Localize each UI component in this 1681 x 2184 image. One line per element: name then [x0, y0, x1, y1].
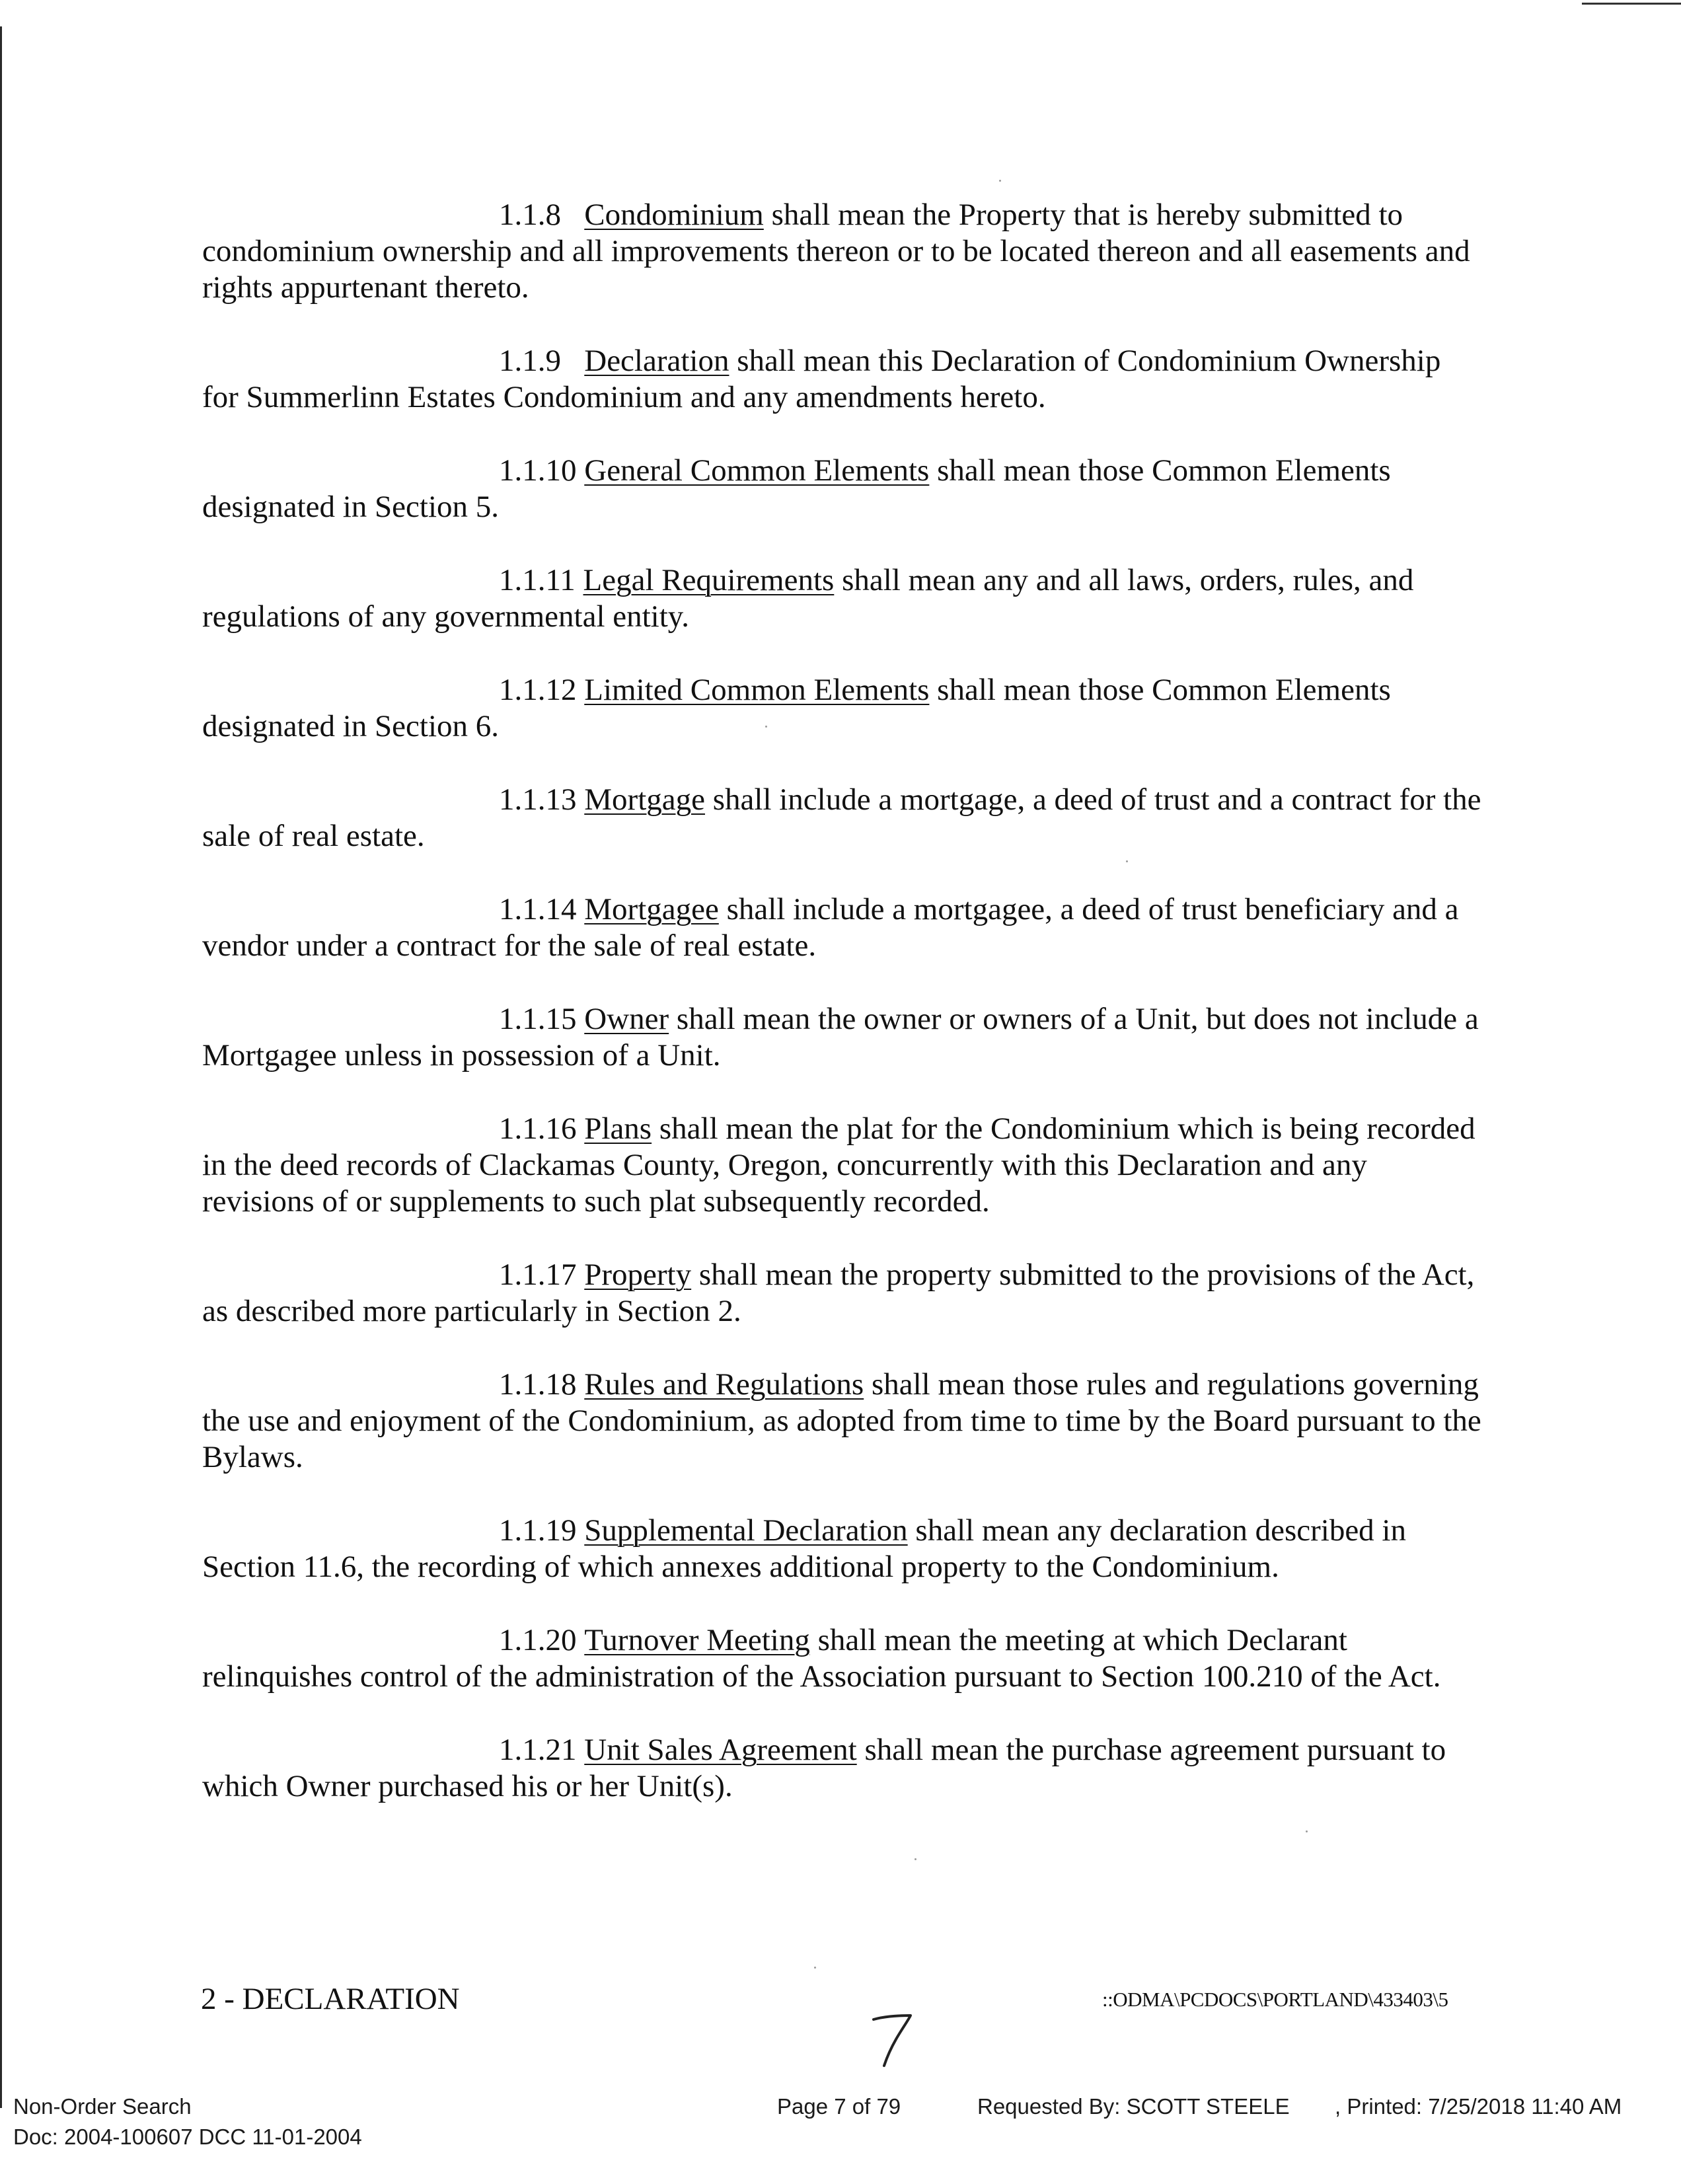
scan-edge-left	[0, 26, 2, 2108]
definition-number: 1.1.20	[499, 1623, 577, 1657]
definition-text: shall mean the purchase agreement pursuant to which Owner purchased his or her Unit(s).	[202, 1733, 1446, 1803]
definition-item	[202, 782, 1484, 854]
definition-number: 1.1.16	[499, 1111, 577, 1146]
scan-edge-top-right	[1582, 3, 1681, 5]
page-count-label: Page 7 of 79	[777, 2094, 901, 2119]
definition-number: 1.1.11	[499, 563, 576, 597]
definition-number: 1.1.10	[499, 453, 577, 488]
definition-number: 1.1.8	[499, 198, 561, 232]
definition-item	[202, 1622, 1484, 1695]
definition-number: 1.1.15	[499, 1002, 577, 1036]
defined-term: Owner	[584, 1002, 669, 1036]
definition-text: shall mean the plat for the Condominium which is being recorded in the deed records of Clackamas County, Oregon, concurrently with this Declaration and any revisions of or supplements to such plat subsequently recorded.	[202, 1111, 1476, 1219]
definition-text: shall mean those Common Elements designated in Section 5.	[202, 453, 1391, 524]
scan-speck	[999, 180, 1001, 182]
record-info-bar	[0, 2093, 1681, 2179]
footer-document-title: 2 - DECLARATION	[201, 1982, 460, 2016]
defined-term: Limited Common Elements	[584, 673, 930, 707]
defined-term: Property	[584, 1258, 692, 1292]
definition-item	[202, 1367, 1484, 1476]
defined-term: Mortgagee	[584, 892, 719, 926]
definition-item	[202, 562, 1484, 635]
defined-term: Declaration	[584, 344, 729, 378]
definition-item	[202, 197, 1484, 306]
definition-number: 1.1.18	[499, 1367, 577, 1402]
defined-term: Rules and Regulations	[584, 1367, 864, 1402]
definition-text: shall mean this Declaration of Condominium Ownership for Summerlinn Estates Condominium and any amendments hereto.	[202, 344, 1441, 414]
definition-text: shall mean the Property that is hereby submitted to condominium ownership and all improvements thereon or to be located thereon and all easements and rights appurtenant thereto.	[202, 198, 1470, 305]
defined-term: General Common Elements	[584, 453, 930, 488]
definition-item	[202, 1513, 1484, 1585]
definition-number: 1.1.13	[499, 782, 577, 817]
definition-text: shall mean the property submitted to the provisions of the Act, as described more particularly in Section 2.	[202, 1258, 1475, 1328]
defined-term: Condominium	[584, 198, 764, 232]
definition-item	[202, 672, 1484, 745]
definition-text: shall mean those rules and regulations governing the use and enjoyment of the Condominium, as adopted from time to time by the Board pursuant to the Bylaws.	[202, 1367, 1481, 1474]
defined-term: Supplemental Declaration	[584, 1513, 908, 1548]
definition-item	[202, 453, 1484, 525]
definition-text: shall include a mortgagee, a deed of trust beneficiary and a vendor under a contract for the sale of real estate.	[202, 892, 1459, 963]
definition-item	[202, 891, 1484, 964]
handwritten-page-number	[867, 2009, 920, 2068]
definition-number: 1.1.17	[499, 1258, 577, 1292]
scan-speck	[915, 1858, 916, 1860]
defined-term: Plans	[584, 1111, 652, 1146]
definition-text: shall mean the meeting at which Declarant relinquishes control of the administration of the Association pursuant to Section 100.210 of the Act.	[202, 1623, 1441, 1694]
definition-item	[202, 1111, 1484, 1220]
definition-number: 1.1.19	[499, 1513, 577, 1548]
definition-number: 1.1.9	[499, 344, 561, 378]
definition-text: shall include a mortgage, a deed of trust and a contract for the sale of real estate.	[202, 782, 1481, 853]
footer-document-path: ::ODMA\PCDOCS\PORTLAND\433403\5	[1102, 1988, 1448, 2011]
definition-item	[202, 1732, 1484, 1805]
requested-by-label: Requested By: SCOTT STEELE	[977, 2094, 1290, 2119]
defined-term: Mortgage	[584, 782, 705, 817]
definition-text: shall mean the owner or owners of a Unit, but does not include a Mortgagee unless in possession of a Unit.	[202, 1002, 1479, 1073]
definition-item	[202, 1257, 1484, 1330]
definition-item	[202, 343, 1484, 416]
definition-number: 1.1.14	[499, 892, 577, 926]
definition-text: shall mean any and all laws, orders, rules, and regulations of any governmental entity.	[202, 563, 1414, 634]
definition-number: 1.1.12	[499, 673, 577, 707]
defined-term: Unit Sales Agreement	[584, 1733, 857, 1767]
definitions-section	[202, 197, 1484, 1842]
printed-date-label: , Printed: 7/25/2018 11:40 AM	[1335, 2094, 1622, 2119]
definition-text: shall mean those Common Elements designated in Section 6.	[202, 673, 1391, 743]
document-id-label: Doc: 2004-100607 DCC 11-01-2004	[13, 2125, 362, 2149]
search-type-label: Non-Order Search	[13, 2094, 192, 2119]
defined-term: Legal Requirements	[583, 563, 835, 597]
definition-number: 1.1.21	[499, 1733, 577, 1767]
scan-speck	[814, 1967, 816, 1969]
definition-text: shall mean any declaration described in Section 11.6, the recording of which annexes additional property to the Condominium.	[202, 1513, 1406, 1584]
defined-term: Turnover Meeting	[584, 1623, 810, 1657]
definition-item	[202, 1001, 1484, 1074]
